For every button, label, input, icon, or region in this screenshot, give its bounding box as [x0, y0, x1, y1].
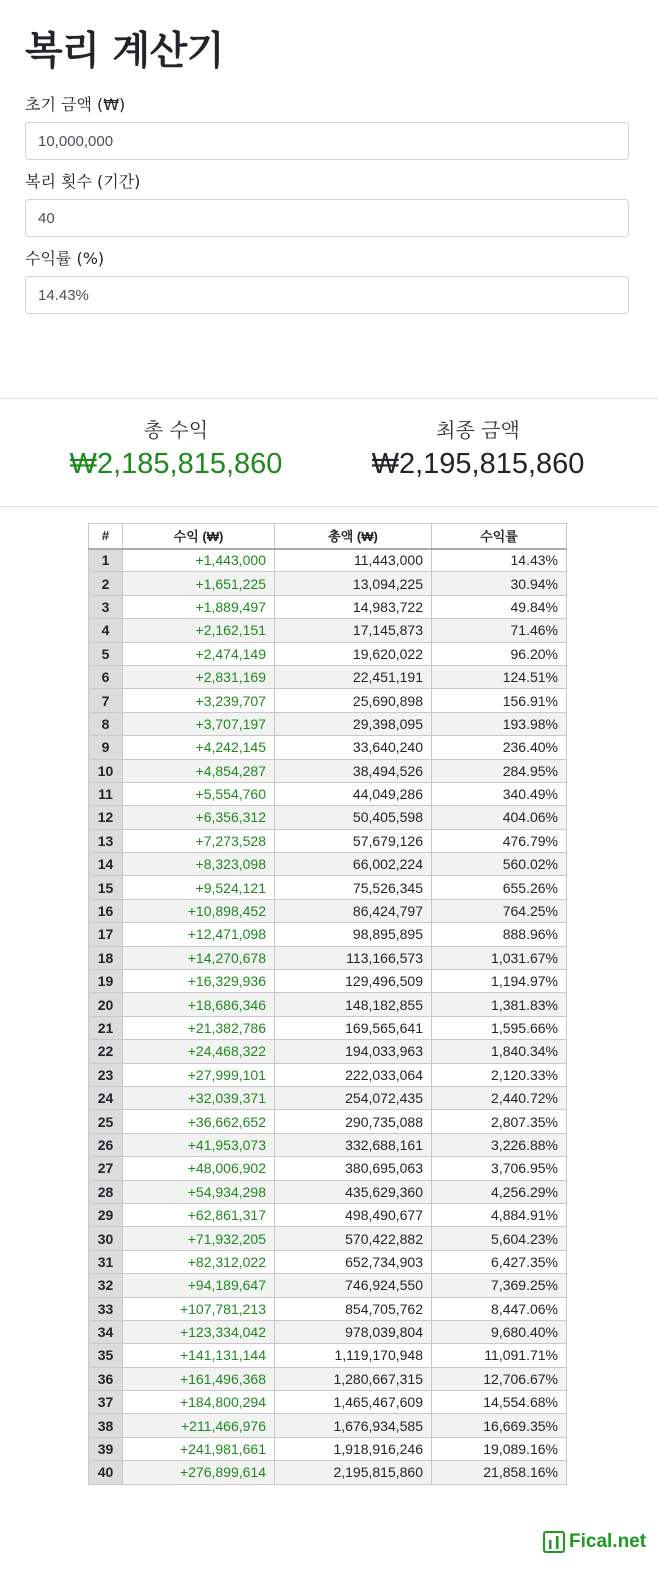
row-total: 254,072,435	[275, 1086, 432, 1109]
row-rate: 560.02%	[432, 853, 567, 876]
row-rate: 1,031.67%	[432, 946, 567, 969]
row-gain: +71,932,205	[123, 1227, 275, 1250]
row-rate: 888.96%	[432, 923, 567, 946]
row-rate: 96.20%	[432, 642, 567, 665]
brand-name: Fical.net	[569, 1531, 647, 1552]
row-total: 57,679,126	[275, 829, 432, 852]
row-total: 38,494,526	[275, 759, 432, 782]
table-row	[89, 1437, 567, 1460]
row-index: 25	[89, 1110, 123, 1133]
row-index: 4	[89, 619, 123, 642]
row-gain: +5,554,760	[123, 782, 275, 805]
table-row	[89, 1227, 567, 1250]
row-index: 32	[89, 1274, 123, 1297]
row-index: 33	[89, 1297, 123, 1320]
row-gain: +2,474,149	[123, 642, 275, 665]
row-total: 435,629,360	[275, 1180, 432, 1203]
table-row	[89, 829, 567, 852]
row-gain: +9,524,121	[123, 876, 275, 899]
row-rate: 4,256.29%	[432, 1180, 567, 1203]
table-row	[89, 993, 567, 1016]
table-row	[89, 782, 567, 805]
periods-field-group	[25, 172, 633, 237]
row-total: 854,705,762	[275, 1297, 432, 1320]
row-total: 570,422,882	[275, 1227, 432, 1250]
row-index: 37	[89, 1391, 123, 1414]
column-header-gain: 수익 (₩)	[123, 524, 275, 549]
row-index: 10	[89, 759, 123, 782]
row-rate: 7,369.25%	[432, 1274, 567, 1297]
row-index: 21	[89, 1016, 123, 1039]
row-index: 30	[89, 1227, 123, 1250]
row-gain: +1,889,497	[123, 595, 275, 618]
row-gain: +10,898,452	[123, 899, 275, 922]
row-index: 16	[89, 899, 123, 922]
table-row	[89, 736, 567, 759]
row-index: 14	[89, 853, 123, 876]
column-header-rate: 수익률	[432, 524, 567, 549]
table-row	[89, 712, 567, 735]
table-row	[89, 1016, 567, 1039]
row-rate: 9,680.40%	[432, 1320, 567, 1343]
row-index: 35	[89, 1344, 123, 1367]
table-row	[89, 1203, 567, 1226]
row-total: 1,119,170,948	[275, 1344, 432, 1367]
table-row	[89, 1391, 567, 1414]
row-gain: +123,334,042	[123, 1320, 275, 1343]
row-total: 22,451,191	[275, 665, 432, 688]
row-index: 6	[89, 665, 123, 688]
table-row	[89, 759, 567, 782]
row-rate: 3,706.95%	[432, 1157, 567, 1180]
table-row	[89, 572, 567, 595]
row-total: 222,033,064	[275, 1063, 432, 1086]
table-header-row	[89, 524, 567, 549]
table-row	[89, 619, 567, 642]
row-total: 498,490,677	[275, 1203, 432, 1226]
table-row	[89, 1320, 567, 1343]
row-index: 18	[89, 946, 123, 969]
compound-result-table	[88, 523, 567, 1485]
row-rate: 49.84%	[432, 595, 567, 618]
row-gain: +2,831,169	[123, 665, 275, 688]
table-row	[89, 1367, 567, 1390]
rate-label: 수익률 (%)	[25, 249, 105, 269]
table-row	[89, 1250, 567, 1273]
row-index: 20	[89, 993, 123, 1016]
row-gain: +3,239,707	[123, 689, 275, 712]
row-index: 8	[89, 712, 123, 735]
row-total: 2,195,815,860	[275, 1461, 432, 1484]
row-rate: 2,120.33%	[432, 1063, 567, 1086]
table-row	[89, 1133, 567, 1156]
row-rate: 1,595.66%	[432, 1016, 567, 1039]
row-gain: +12,471,098	[123, 923, 275, 946]
row-rate: 404.06%	[432, 806, 567, 829]
table-row	[89, 642, 567, 665]
row-total: 290,735,088	[275, 1110, 432, 1133]
table-body	[89, 549, 567, 1485]
table-row	[89, 876, 567, 899]
row-total: 44,049,286	[275, 782, 432, 805]
row-index: 40	[89, 1461, 123, 1484]
row-total: 148,182,855	[275, 993, 432, 1016]
row-rate: 2,807.35%	[432, 1110, 567, 1133]
section-divider	[0, 398, 658, 399]
row-index: 39	[89, 1437, 123, 1460]
row-index: 26	[89, 1133, 123, 1156]
table-row	[89, 1274, 567, 1297]
row-rate: 21,858.16%	[432, 1461, 567, 1484]
row-gain: +21,382,786	[123, 1016, 275, 1039]
page-title: 복리 계산기	[25, 29, 224, 74]
row-gain: +27,999,101	[123, 1063, 275, 1086]
row-total: 113,166,573	[275, 946, 432, 969]
row-total: 19,620,022	[275, 642, 432, 665]
column-header-total: 총액 (₩)	[275, 524, 432, 549]
table-row	[89, 970, 567, 993]
row-index: 13	[89, 829, 123, 852]
row-total: 194,033,963	[275, 1040, 432, 1063]
rate-field-group	[25, 249, 633, 314]
row-total: 13,094,225	[275, 572, 432, 595]
row-gain: +1,651,225	[123, 572, 275, 595]
row-rate: 30.94%	[432, 572, 567, 595]
row-index: 12	[89, 806, 123, 829]
total-gain-label: 총 수익	[143, 418, 209, 442]
table-row	[89, 806, 567, 829]
row-total: 129,496,509	[275, 970, 432, 993]
row-total: 978,039,804	[275, 1320, 432, 1343]
row-gain: +276,899,614	[123, 1461, 275, 1484]
row-total: 17,145,873	[275, 619, 432, 642]
row-gain: +36,662,652	[123, 1110, 275, 1133]
row-gain: +62,861,317	[123, 1203, 275, 1226]
row-total: 1,676,934,585	[275, 1414, 432, 1437]
periods-input[interactable]	[25, 199, 629, 237]
row-gain: +2,162,151	[123, 619, 275, 642]
row-gain: +54,934,298	[123, 1180, 275, 1203]
principal-field-group	[25, 95, 633, 160]
row-rate: 5,604.23%	[432, 1227, 567, 1250]
principal-label: 초기 금액 (₩)	[25, 94, 126, 114]
row-index: 36	[89, 1367, 123, 1390]
row-index: 3	[89, 595, 123, 618]
row-total: 86,424,797	[275, 899, 432, 922]
row-gain: +41,953,073	[123, 1133, 275, 1156]
row-rate: 2,440.72%	[432, 1086, 567, 1109]
row-index: 19	[89, 970, 123, 993]
row-index: 7	[89, 689, 123, 712]
row-gain: +7,273,528	[123, 829, 275, 852]
row-rate: 193.98%	[432, 712, 567, 735]
table-row	[89, 595, 567, 618]
total-gain-summary	[26, 418, 326, 481]
row-total: 75,526,345	[275, 876, 432, 899]
row-total: 652,734,903	[275, 1250, 432, 1273]
table-row	[89, 1297, 567, 1320]
row-index: 11	[89, 782, 123, 805]
row-index: 29	[89, 1203, 123, 1226]
row-gain: +3,707,197	[123, 712, 275, 735]
row-index: 23	[89, 1063, 123, 1086]
total-gain-value: ₩2,185,815,860	[69, 448, 283, 480]
row-total: 11,443,000	[275, 549, 432, 572]
row-gain: +48,006,902	[123, 1157, 275, 1180]
table-row	[89, 1180, 567, 1203]
row-index: 38	[89, 1414, 123, 1437]
row-total: 98,895,895	[275, 923, 432, 946]
row-rate: 1,381.83%	[432, 993, 567, 1016]
row-rate: 71.46%	[432, 619, 567, 642]
row-total: 1,280,667,315	[275, 1367, 432, 1390]
table-row	[89, 899, 567, 922]
principal-input[interactable]	[25, 122, 629, 160]
final-amount-summary	[328, 418, 628, 481]
row-index: 1	[89, 549, 123, 572]
row-rate: 16,669.35%	[432, 1414, 567, 1437]
row-total: 14,983,722	[275, 595, 432, 618]
table-row	[89, 689, 567, 712]
table-row	[89, 1110, 567, 1133]
final-amount-label: 최종 금액	[436, 418, 520, 442]
row-gain: +82,312,022	[123, 1250, 275, 1273]
row-rate: 476.79%	[432, 829, 567, 852]
brand-logo[interactable]	[543, 1529, 646, 1555]
row-gain: +24,468,322	[123, 1040, 275, 1063]
row-total: 29,398,095	[275, 712, 432, 735]
table-row	[89, 923, 567, 946]
row-rate: 11,091.71%	[432, 1344, 567, 1367]
column-header-index: #	[89, 524, 123, 549]
table-row	[89, 1086, 567, 1109]
row-gain: +161,496,368	[123, 1367, 275, 1390]
table-row	[89, 1063, 567, 1086]
row-index: 5	[89, 642, 123, 665]
bar-chart-icon	[543, 1531, 565, 1553]
table-row	[89, 946, 567, 969]
row-rate: 19,089.16%	[432, 1437, 567, 1460]
summary-panel	[0, 418, 658, 490]
row-gain: +241,981,661	[123, 1437, 275, 1460]
row-rate: 156.91%	[432, 689, 567, 712]
periods-label: 복리 횟수 (기간)	[25, 172, 141, 192]
table-row	[89, 549, 567, 572]
row-total: 1,465,467,609	[275, 1391, 432, 1414]
row-rate: 6,427.35%	[432, 1250, 567, 1273]
table-row	[89, 1157, 567, 1180]
row-total: 169,565,641	[275, 1016, 432, 1039]
row-gain: +4,854,287	[123, 759, 275, 782]
table-row	[89, 665, 567, 688]
row-gain: +94,189,647	[123, 1274, 275, 1297]
row-index: 2	[89, 572, 123, 595]
row-rate: 1,194.97%	[432, 970, 567, 993]
row-rate: 764.25%	[432, 899, 567, 922]
row-total: 25,690,898	[275, 689, 432, 712]
row-rate: 3,226.88%	[432, 1133, 567, 1156]
row-gain: +211,466,976	[123, 1414, 275, 1437]
row-rate: 236.40%	[432, 736, 567, 759]
row-index: 9	[89, 736, 123, 759]
row-total: 1,918,916,246	[275, 1437, 432, 1460]
row-gain: +141,131,144	[123, 1344, 275, 1367]
row-rate: 284.95%	[432, 759, 567, 782]
row-rate: 124.51%	[432, 665, 567, 688]
row-index: 28	[89, 1180, 123, 1203]
row-gain: +184,800,294	[123, 1391, 275, 1414]
row-rate: 655.26%	[432, 876, 567, 899]
row-gain: +1,443,000	[123, 549, 275, 572]
rate-input[interactable]	[25, 276, 629, 314]
row-gain: +6,356,312	[123, 806, 275, 829]
row-total: 746,924,550	[275, 1274, 432, 1297]
table-row	[89, 1040, 567, 1063]
row-gain: +16,329,936	[123, 970, 275, 993]
final-amount-value: ₩2,195,815,860	[371, 448, 585, 480]
row-gain: +4,242,145	[123, 736, 275, 759]
row-rate: 14.43%	[432, 549, 567, 572]
row-gain: +14,270,678	[123, 946, 275, 969]
table-row	[89, 1461, 567, 1484]
row-index: 27	[89, 1157, 123, 1180]
table-row	[89, 1344, 567, 1367]
row-gain: +18,686,346	[123, 993, 275, 1016]
row-total: 332,688,161	[275, 1133, 432, 1156]
row-total: 380,695,063	[275, 1157, 432, 1180]
table-row	[89, 1414, 567, 1437]
row-index: 34	[89, 1320, 123, 1343]
row-rate: 340.49%	[432, 782, 567, 805]
row-index: 24	[89, 1086, 123, 1109]
table-row	[89, 853, 567, 876]
row-gain: +32,039,371	[123, 1086, 275, 1109]
row-index: 17	[89, 923, 123, 946]
row-rate: 12,706.67%	[432, 1367, 567, 1390]
row-rate: 14,554.68%	[432, 1391, 567, 1414]
row-index: 22	[89, 1040, 123, 1063]
row-rate: 1,840.34%	[432, 1040, 567, 1063]
row-total: 50,405,598	[275, 806, 432, 829]
row-total: 33,640,240	[275, 736, 432, 759]
calculator-form	[0, 0, 658, 314]
row-rate: 4,884.91%	[432, 1203, 567, 1226]
row-rate: 8,447.06%	[432, 1297, 567, 1320]
row-total: 66,002,224	[275, 853, 432, 876]
row-gain: +107,781,213	[123, 1297, 275, 1320]
section-divider	[0, 506, 658, 507]
row-index: 15	[89, 876, 123, 899]
row-gain: +8,323,098	[123, 853, 275, 876]
row-index: 31	[89, 1250, 123, 1273]
